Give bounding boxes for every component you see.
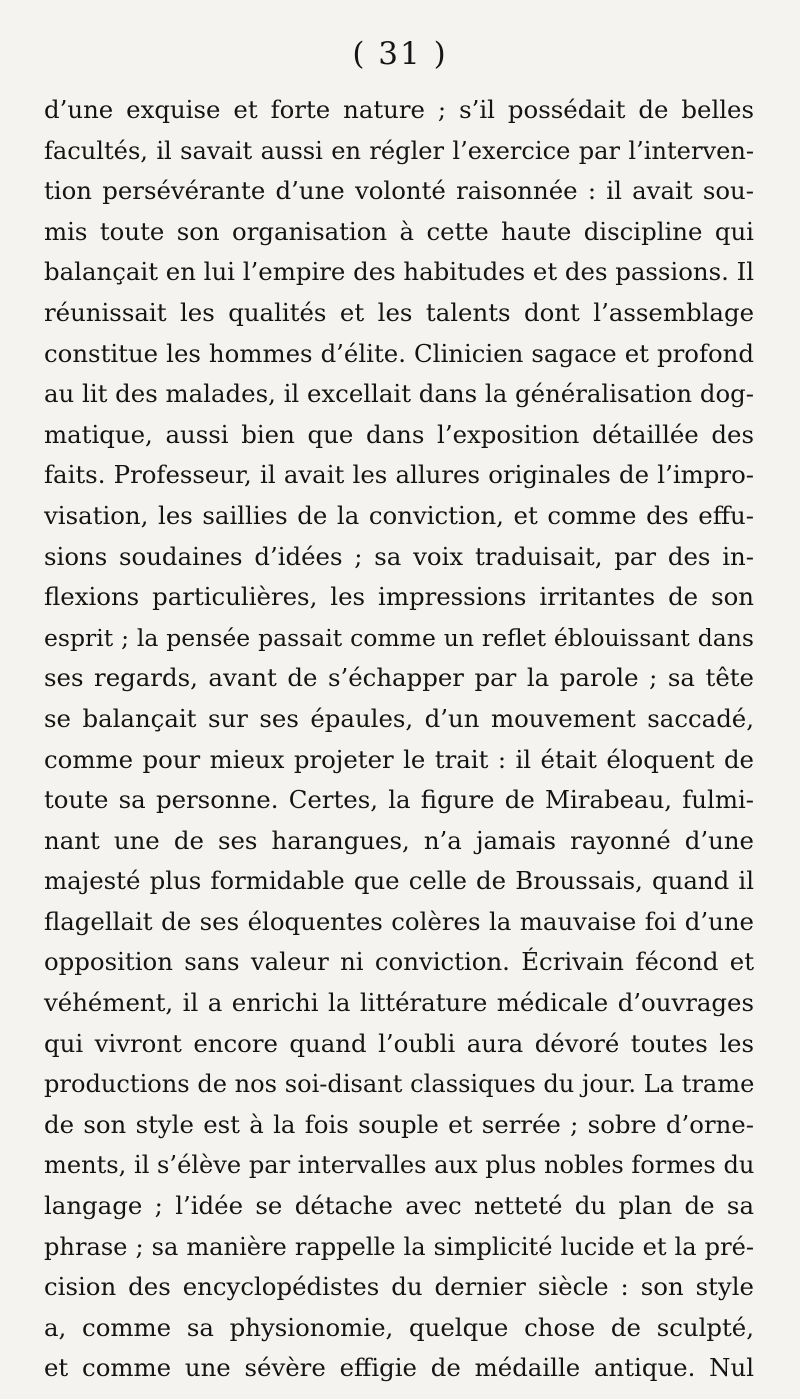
text-line: nant une de ses harangues, n’a jamais rayonné d’une: [44, 825, 754, 855]
text-line: flexions particulières, les impressions irritantes de son: [44, 582, 754, 612]
text-line: cision des encyclopédistes du dernier siècle : son style: [44, 1272, 754, 1302]
text-line: se balançait sur ses épaules, d’un mouvement saccadé,: [44, 703, 754, 733]
text-line: d’une exquise et forte nature ; s’il possédait de belles: [44, 95, 754, 124]
page-number: ( 31 ): [352, 36, 448, 72]
body-text: [44, 90, 754, 1389]
text-line: tion persévérante d’une volonté raisonnée : il avait sou-: [44, 176, 754, 206]
text-line: de son style est à la fois souple et serrée ; sobre d’orne-: [44, 1109, 754, 1139]
text-line: constitue les hommes d’élite. Clinicien sagace et profond: [44, 338, 754, 368]
text-line: a, comme sa physionomie, quelque chose de sculpté,: [44, 1312, 754, 1342]
text-line: langage ; l’idée se détache avec netteté du plan de sa: [44, 1191, 754, 1221]
text-line: véhément, il a enrichi la littérature médicale d’ouvrages: [44, 988, 754, 1018]
text-line: comme pour mieux projeter le trait : il était éloquent de: [44, 744, 754, 774]
text-line: matique, aussi bien que dans l’exposition détaillée des: [44, 419, 754, 449]
text-line: réunissait les qualités et les talents dont l’assemblage: [44, 297, 754, 327]
text-line: toute sa personne. Certes, la figure de Mirabeau, fulmi-: [44, 785, 754, 815]
text-line: flagellait de ses éloquentes colères la mauvaise foi d’une: [44, 906, 754, 936]
text-line: phrase ; sa manière rappelle la simplicité lucide et la pré-: [44, 1232, 754, 1261]
text-line: ses regards, avant de s’échapper par la parole ; sa tête: [44, 663, 754, 693]
text-line: au lit des malades, il excellait dans la généralisation dog-: [44, 379, 754, 409]
text-line: visation, les saillies de la conviction, et comme des effu-: [44, 500, 754, 530]
text-line: sions soudaines d’idées ; sa voix traduisait, par des in-: [44, 541, 754, 571]
text-line: mis toute son organisation à cette haute discipline qui: [44, 216, 754, 246]
text-line: faits. Professeur, il avait les allures originales de l’impro-: [44, 460, 754, 490]
text-line: balançait en lui l’empire des habitudes et des passions. Il: [44, 257, 755, 287]
text-line: qui vivront encore quand l’oubli aura dévoré toutes les: [44, 1028, 754, 1058]
text-line: ments, il s’élève par intervalles aux plus nobles formes du: [44, 1151, 755, 1180]
text-line: facultés, il savait aussi en régler l’exercice par l’interven-: [44, 136, 754, 165]
text-line: esprit ; la pensée passait comme un reflet éblouissant dans: [44, 623, 754, 652]
text-line: productions de nos soi-disant classiques du jour. La trame: [44, 1070, 755, 1099]
text-line: majesté plus formidable que celle de Broussais, quand il: [44, 866, 754, 896]
text-line: opposition sans valeur ni conviction. Écrivain fécond et: [44, 947, 754, 977]
text-line: et comme une sévère effigie de médaille antique. Nul: [44, 1353, 754, 1383]
